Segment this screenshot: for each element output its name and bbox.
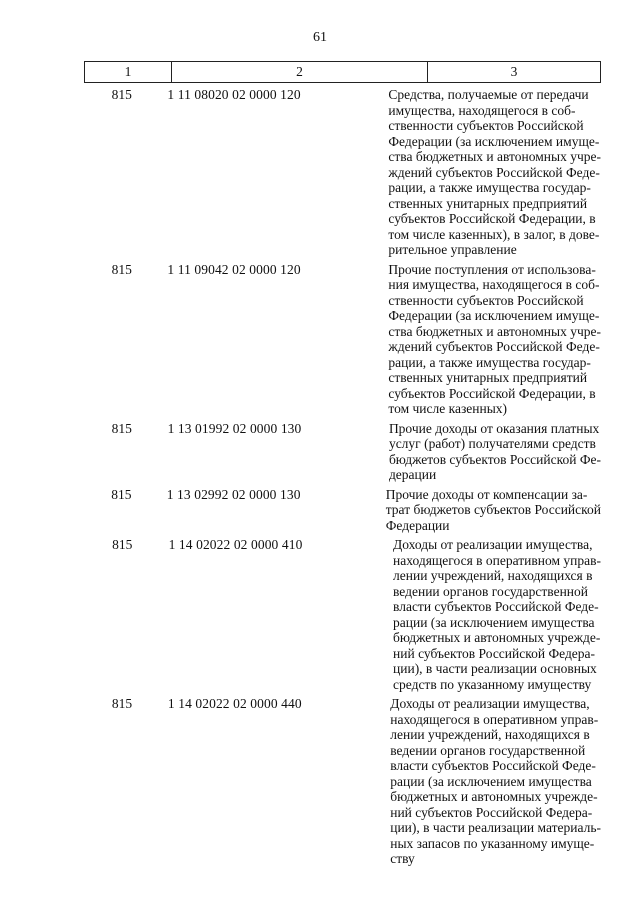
description-line: бюджетов субъектов Российской Фе- [388, 451, 601, 467]
description-line: Прочие поступления от использова- [388, 261, 596, 277]
revenue-code-cell: 1 13 02992 02 0000 130 [166, 486, 301, 502]
description-line: том числе казенных) [388, 401, 508, 416]
description-cell [387, 537, 601, 692]
description-line: субъектов Российской Федерации, в [388, 211, 596, 226]
description-line: ственности субъектов Российской [388, 292, 584, 308]
description-line: ственных унитарных предприятий [388, 370, 588, 385]
description-line: Средства, получаемые от передачи [388, 87, 589, 102]
description-line: Прочие доходы от компенсации за- [385, 486, 588, 502]
description-line: ния имущества, находящегося в соб- [388, 277, 600, 292]
description-line: рительное управление [388, 242, 517, 257]
description-line: средств по указанному имуществу [393, 676, 592, 692]
revenue-code-cell: 1 14 02022 02 0000 440 [167, 696, 302, 711]
description-line: ции), в части реализации основных [393, 661, 597, 676]
table-row [84, 537, 601, 692]
description-line: ства бюджетных и автономных учре- [388, 323, 601, 339]
description-cell [384, 696, 601, 867]
description-line: ции), в части реализации материаль- [390, 820, 601, 835]
description-cell [382, 87, 601, 258]
admin-code-cell: 815 [111, 696, 133, 711]
revenue-codes-table [84, 61, 601, 867]
description-line: ственности субъектов Российской [388, 118, 584, 133]
description-line: трат бюджетов субъектов Российской [385, 502, 601, 517]
description-line: лении учреждений, находящихся в [393, 568, 593, 583]
table-row [84, 696, 601, 867]
description-line: ственных унитарных предприятий [388, 195, 588, 211]
description-line: власти субъектов Российской Феде- [393, 599, 599, 614]
description-line: дерации [388, 467, 437, 482]
description-line: находящегося в оперативном управ- [393, 552, 601, 568]
description-line: рации, а также имущества государ- [388, 354, 591, 370]
column-header-3: 3 [510, 64, 518, 79]
description-line: бюджетных и автономных учрежде- [390, 789, 598, 804]
table-row [84, 421, 601, 483]
description-line: имущества, находящегося в соб- [388, 102, 576, 118]
description-line: ждений субъектов Российской Феде- [388, 339, 600, 354]
revenue-code-cell: 1 11 09042 02 0000 120 [167, 261, 301, 277]
revenue-code-cell: 1 14 02022 02 0000 410 [168, 537, 303, 552]
description-line: субъектов Российской Федерации, в [388, 385, 596, 401]
column-header-2: 2 [172, 62, 428, 82]
revenue-code-cell: 1 11 08020 02 0000 120 [167, 87, 301, 102]
page-number: 61 [313, 30, 327, 45]
column-header-1: 1 [85, 62, 172, 82]
table-row [84, 487, 601, 534]
revenue-code-cell: 1 13 01992 02 0000 130 [167, 420, 302, 436]
description-line: ных запасов по указанному имуще- [390, 835, 595, 851]
description-line: Доходы от реализации имущества, [390, 696, 590, 711]
description-line: услуг (работ) получателями средств [388, 436, 596, 451]
description-cell [383, 421, 601, 483]
table-row [84, 87, 601, 258]
description-line: ству [390, 851, 415, 866]
description-line: бюджетных и автономных учрежде- [393, 630, 601, 645]
description-line: Прочие доходы от оказания платных [388, 420, 600, 436]
description-line: Доходы от реализации имущества, [393, 537, 593, 552]
description-line: ведении органов государственной [390, 742, 586, 758]
description-line: рации, а также имущества государ- [388, 180, 591, 195]
description-line: Федерации (за исключением имуще- [388, 308, 600, 323]
admin-code-cell: 815 [111, 87, 132, 102]
admin-code-cell: 815 [112, 537, 133, 552]
admin-code-cell: 815 [111, 486, 132, 502]
description-line: ства бюджетных и автономных учре- [388, 149, 601, 164]
description-line: находящегося в оперативном управ- [390, 711, 599, 727]
description-cell [380, 487, 601, 534]
description-line: рации (за исключением имущества [393, 614, 595, 630]
table-row [84, 262, 601, 417]
description-line: Федерации (за исключением имуще- [388, 133, 600, 149]
description-line: ведении органов государственной [393, 583, 589, 599]
description-line: рации (за исключением имущества [390, 773, 592, 789]
description-line: Федерации [385, 517, 450, 533]
description-line: власти субъектов Российской Феде- [390, 758, 596, 773]
description-line: лении учреждений, находящихся в [390, 727, 590, 742]
admin-code-cell: 815 [111, 420, 132, 436]
description-cell [382, 262, 601, 417]
description-line: ний субъектов Российской Федера- [390, 804, 593, 820]
admin-code-cell: 815 [111, 261, 132, 277]
table-header-row [84, 61, 601, 83]
table-body [84, 87, 601, 867]
description-line: ний субъектов Российской Федера- [393, 645, 596, 661]
description-line: ждений субъектов Российской Феде- [388, 164, 600, 180]
description-line: том числе казенных), в залог, в дове- [388, 226, 600, 242]
